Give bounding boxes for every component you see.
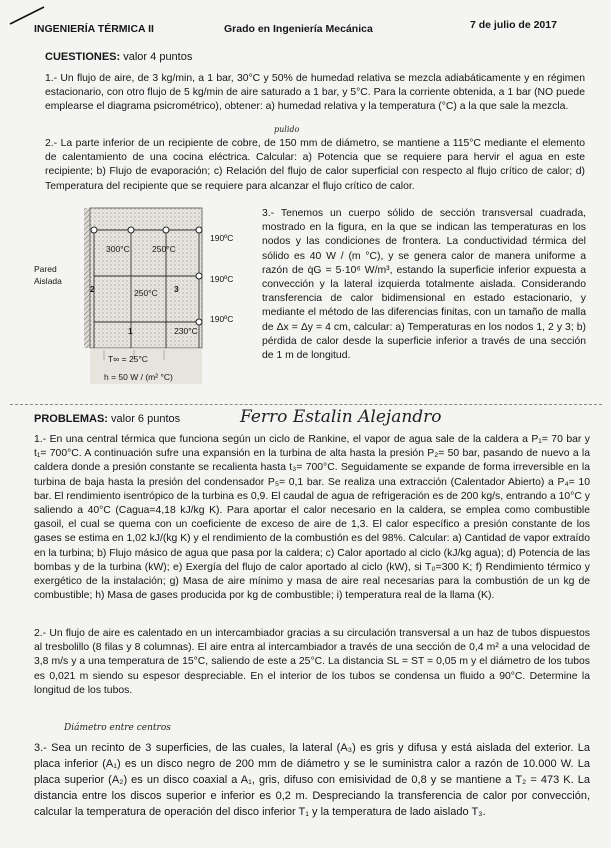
convection-coefficient: h = 50 W / (m² °C) xyxy=(104,372,173,382)
wall-label-2: Aislada xyxy=(34,276,62,286)
cuestiones-title: CUESTIONES: xyxy=(45,51,121,63)
temp-right-top: 190ºC xyxy=(210,233,234,243)
exam-date: 7 de julio de 2017 xyxy=(470,19,557,31)
temp-top-b: 250°C xyxy=(152,244,176,254)
node-1-label: 2 xyxy=(90,284,95,294)
node-2-label: 1 xyxy=(128,326,133,336)
problem-2: 2.- Un flujo de aire es calentado en un intercambiador gracias a su circulación transversal a un haz de tubos dispuestos al tresbolillo (8 filas y 8 columnas). El aire entra al intercambiador a través de una sección de 0,4 m² a una velocidad de 3,8 m/s y a una temperatura de 15°C, saliendo de este a 25°C. La distancia SL = ST = 0,05 m y el diámetro de los tubos es 0,021 m siendo su espesor despreciable. En el interior de los tubos se condensa un fluido a 90°C. Determine la longitud de los tubos. xyxy=(34,628,590,696)
course-title: INGENIERÍA TÉRMICA II xyxy=(34,23,154,35)
node-3-label: 3 xyxy=(174,284,179,294)
temp-corner: 230°C xyxy=(174,326,198,336)
problem-1: 1.- En una central térmica que funciona según un ciclo de Rankine, el vapor de agua sale de la caldera a P₁= 70 bar y t₁= 700°C. A continuación sufre una expansión en la turbina de alta hasta la presión P₂= 50 bar, pasando de nuevo a la caldera donde a presión constante se recalienta hasta t₃= 700°C. Seguidamente se expande de forma irreversible en la turbina de baja hasta la presión del condensador P₅= 0,1 bar. Se realiza una extracción (Calentador Abierto) a P₄= 10 bar. El rendimiento isentrópico de la turbina es 0,9. El caudal de agua de refrigeración es de 200 kg/s, entrando a 10°C y saliendo a 40°C (Cagua=4,18 kJ/kg K). Para aportar el calor necesario en la caldera, se emplea como combustible gasoil, el cual se quema con un coeficiente de exceso de aire de 1,3. El calor específico a presión constante de los gases se estima en 1,02 kJ/(kg K) y el rendimiento de la combustión es del 98%. Calcular: a) Cantidad de vapor extraído en la turbina; b) Flujo másico de agua que pasa por la caldera; c) Calor aportado al ciclo (kJ/kg agua); d) Potencia de las bombas y de la turbina (kW); e) Exergía del flujo de calor aportado al ciclo (kW), si T₀=300 K; f) Rendimiento térmico y exergético de la instalación; g) Masa de aire mínimo y masa de aire real necesarias para la combustión de un kg de combustible; h) Masa de gases producida por kg de combustible; i) temperatura real de la llama (K). xyxy=(34,434,590,602)
section-divider xyxy=(10,404,602,405)
problemas-heading xyxy=(34,413,180,425)
finite-difference-figure xyxy=(34,200,259,390)
problemas-title: PROBLEMAS: xyxy=(34,413,108,425)
cuestiones-value: valor 4 puntos xyxy=(123,51,193,63)
question-2: 2.- La parte inferior de un recipiente de cobre, de 150 mm de diámetro, se mantiene a 115°C mediante el elemento de calentamiento de una cocina eléctrica. Calcular: a) Potencia que se requiere para hervir el agua en este recipiente; b) Flujo de evaporación; c) Relación del flujo de calor superficial con respecto al flujo crítico de calor; d) Temperatura del recipiente que se requiere para alcanzar el flujo crítico de calor. xyxy=(45,138,585,192)
handwritten-note-diameter: Diámetro entre centros xyxy=(64,723,171,733)
ambient-temperature: T∞ = 25°C xyxy=(108,354,148,364)
cuestiones-heading xyxy=(45,51,192,63)
degree-title: Grado en Ingeniería Mecánica xyxy=(224,23,373,35)
handwritten-note-pulido: pulido xyxy=(274,125,300,134)
handwritten-student-name: Ferro Estalin Alejandro xyxy=(240,407,442,427)
wall-label-1: Pared xyxy=(34,264,57,274)
temp-inner: 250°C xyxy=(134,288,158,298)
problemas-value: valor 6 puntos xyxy=(111,413,181,425)
temp-top-a: 300°C xyxy=(106,244,130,254)
temp-right-middle: 190ºC xyxy=(210,274,234,284)
problem-3: 3.- Sea un recinto de 3 superficies, de las cuales, la lateral (A₃) es gris y difusa y está aislada del exterior. La placa inferior (A₁) es un disco negro de 200 mm de diámetro y se le suministra calor a razón de 10.000 W. La placa superior (A₂) es un disco coaxial a A₁, gris, difuso con emisividad de 0,8 y se mantiene a T₂ = 473 K. La distancia entre los discos superior e inferior es 0,2 m. Despreciando la transferencia de calor por convección, calcular la temperatura de operación del disco inferior T₁ y la temperatura de lado aislado T₃. xyxy=(34,742,590,818)
question-1: 1.- Un flujo de aire, de 3 kg/min, a 1 bar, 30°C y 50% de humedad relativa se mezcla adiabáticamente y en régimen estacionario, con otro flujo de 5 kg/min de aire saturado a 1 bar, y 5°C. Para la corriente obtenida, a 1 bar (NO puede emplearse el diagrama psicrométrico), obtener: a) humedad relativa y la temperatura (°C) a la que sale la mezcla. xyxy=(45,73,585,113)
temp-right-bottom: 190ºC xyxy=(210,314,234,324)
question-3: 3.- Tenemos un cuerpo sólido de sección transversal cuadrada, mostrado en la figura, en la que se indican las temperaturas en los nodos y las condiciones de frontera. La conductividad térmica del sólido es 40 W / (m °C), y se genera calor de manera uniforme a razón de q̇G = 5·10⁶ W/m³, estando la superficie inferior expuesta a convección y la lateral izquierda totalmente aislada. Considerando transferencia de calor bidimensional en estado estacionario, y mediante el método de las diferencias finitas, con un tamaño de malla de Δx = Δy = 4 cm, calcular: a) Temperaturas en los nodos 1, 2 y 3; b) pérdida de calor desde la superficie inferior a través de una sección de 1 m de longitud. xyxy=(262,208,586,362)
